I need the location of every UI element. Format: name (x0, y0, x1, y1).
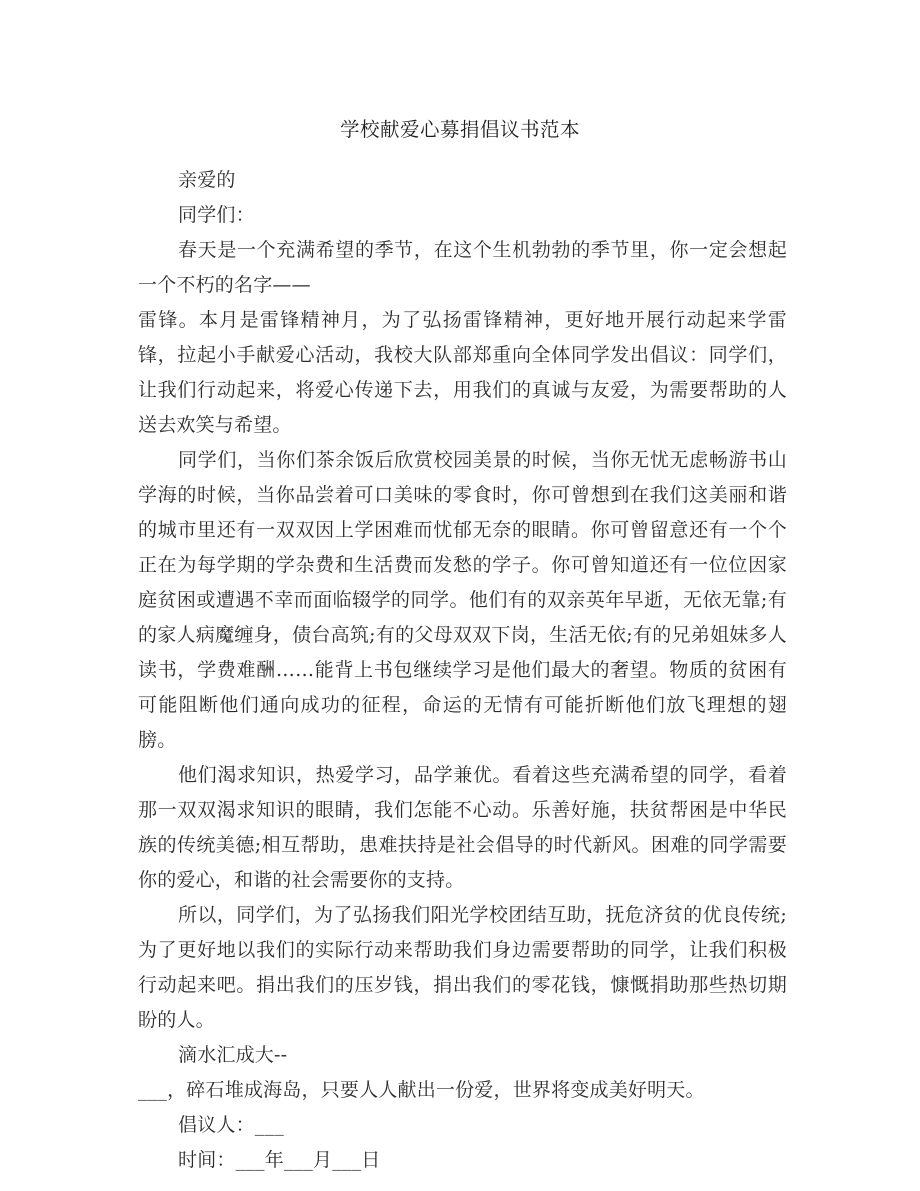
date-line: 时间：___年___月___日 (178, 1149, 381, 1171)
document-body (138, 163, 787, 1178)
paragraph-opening: 春天是一个充满希望的季节，在这个生机勃勃的季节里，你一定会想起一个不朽的名字—— (138, 239, 787, 296)
closing-slogan-line-2: ___，碎石堆成海岛，只要人人献出一份爱，世界将变成美好明天。 (138, 1079, 705, 1101)
paragraph-call-to-action: 所以，同学们，为了弘扬我们阳光学校团结互助，抚危济贫的优良传统;为了更好地以我们的实际行动来帮助我们身边需要帮助的同学，让我们积极行动起来吧。捐出我们的压岁钱，捐出我们的零花钱，慷慨捐助那些热切期盼的人。 (138, 904, 787, 1031)
salutation-line-1: 亲爱的 (178, 169, 236, 191)
page-title: 学校献爱心募捐倡议书范本 (339, 118, 580, 141)
closing-slogan-line-1: 滴水汇成大-- (178, 1044, 288, 1066)
paragraph-leifeng: 雷锋。本月是雷锋精神月，为了弘扬雷锋精神，更好地开展行动起来学雷锋，拉起小手献爱心活动，我校大队部郑重向全体同学发出倡议：同学们，让我们行动起来，将爱心传递下去，用我们的真诚与友爱，为需要帮助的人送去欢笑与希望。 (138, 309, 787, 436)
salutation-line-2: 同学们： (178, 204, 255, 226)
proposer-line: 倡议人：___ (178, 1114, 284, 1136)
paragraph-classmates: 同学们，当你们茶余饭后欣赏校园美景的时候，当你无忧无虑畅游书山学海的时候，当你品尝着可口美味的零食时，你可曾想到在我们这美丽和谐的城市里还有一双双因上学困难而忧郁无奈的眼睛。你可曾留意还有一个个正在为每学期的学杂费和生活费而发愁的学子。你可曾知道还有一位位因家庭贫困或遭遇不幸而面临辍学的同学。他们有的双亲英年早逝，无依无靠;有的家人病魔缠身，债台高筑;有的父母双双下岗，生活无依;有的兄弟姐妹多人读书，学费难酬……能背上书包继续学习是他们最大的奢望。物质的贫困有可能阻断他们通向成功的征程，命运的无情有可能折断他们放飞理想的翅膀。 (138, 449, 787, 751)
paragraph-virtue: 他们渴求知识，热爱学习，品学兼优。看着这些充满希望的同学，看着那一双双渴求知识的眼睛，我们怎能不心动。乐善好施，扶贫帮困是中华民族的传统美德;相互帮助，患难扶持是社会倡导的时代新风。困难的同学需要你的爱心，和谐的社会需要你的支持。 (138, 764, 787, 891)
